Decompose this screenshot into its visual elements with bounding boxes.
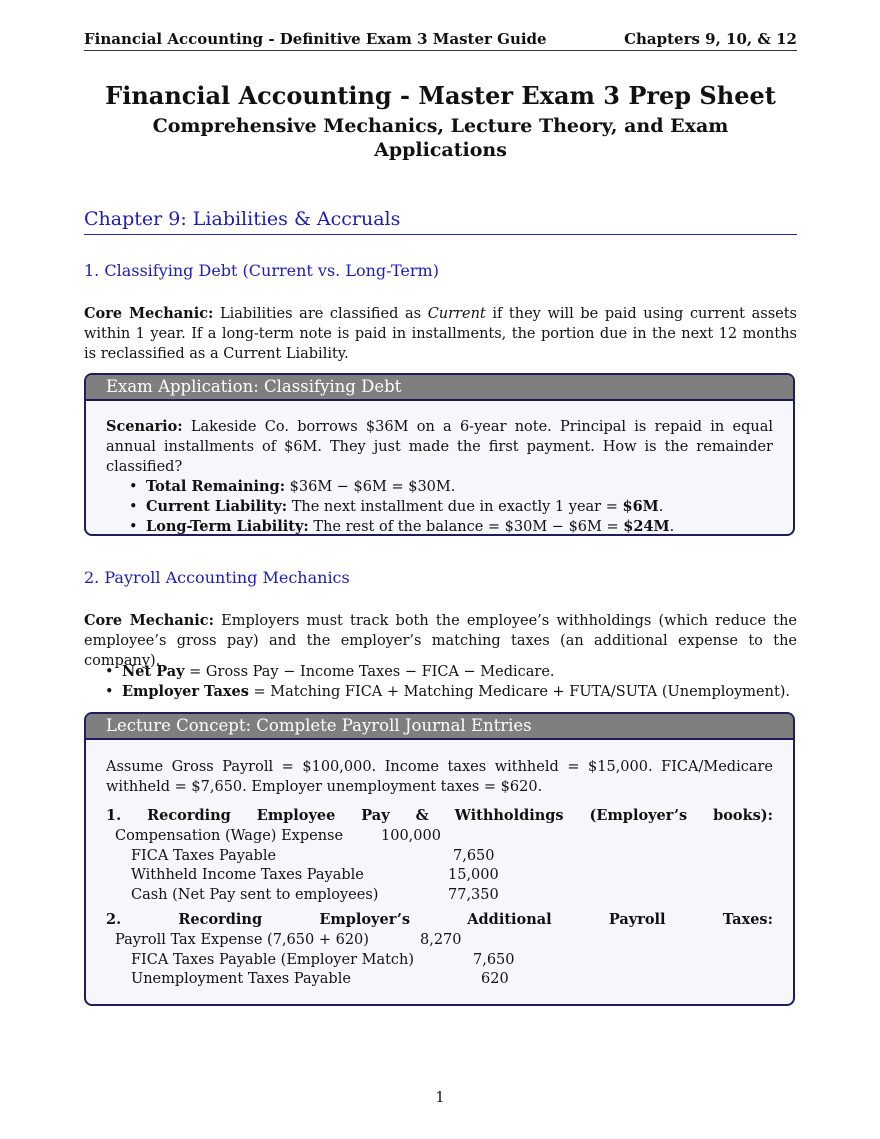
journal-entry-1 (106, 826, 773, 904)
heading-word: Pay (361, 807, 390, 824)
box-title: Lecture Concept: Complete Payroll Journal Entries (86, 714, 793, 740)
bullet-end: . (658, 499, 664, 515)
credit-amount: 7,650 (453, 847, 495, 864)
running-header (84, 31, 797, 51)
bullet-label: Long-Term Liability: (146, 518, 309, 535)
classification-list (106, 477, 773, 536)
list-item (122, 682, 797, 702)
journal-line (106, 826, 773, 846)
lecture-concept-box (84, 712, 795, 1006)
payroll-formula-list (84, 662, 797, 702)
journal-entry-2 (106, 930, 773, 989)
bullet-text: The next installment due in exactly 1 year = (287, 499, 623, 515)
entry1-heading (106, 806, 773, 826)
list-item (146, 497, 773, 517)
bullet-label: Current Liability: (146, 498, 288, 515)
heading-word: Taxes: (722, 911, 773, 928)
account-name: Unemployment Taxes Payable (131, 971, 351, 987)
bullet-end: . (669, 519, 675, 535)
section1-core-mechanic (84, 304, 797, 364)
heading-word: Employer’s (319, 911, 411, 928)
bullet-label: Employer Taxes (122, 683, 249, 700)
credit-amount: 7,650 (473, 951, 515, 968)
journal-line (106, 865, 773, 885)
account-name: Withheld Income Taxes Payable (131, 867, 364, 883)
bullet-answer: $24M (623, 518, 670, 535)
journal-line (106, 950, 773, 970)
header-right: Chapters 9, 10, & 12 (624, 30, 797, 48)
exam-application-box (84, 373, 795, 536)
bullet-text: = Matching FICA + Matching Medicare + FUTA/SUTA (Unemployment). (248, 684, 791, 700)
heading-word: (Employer’s (589, 807, 688, 824)
core-text: Employers must track both the employee’s withholdings (which reduce the employee’s gross pay) and the employer’s matching taxes (an additional expense to the company). (84, 613, 797, 669)
account-name: FICA Taxes Payable (131, 847, 277, 864)
account-name: Cash (Net Pay sent to employees) (131, 886, 379, 903)
entry2-heading (106, 910, 773, 930)
scenario-body: Lakeside Co. borrows $36M on a 6-year note. Principal is repaid in equal annual installments of $6M. They just made the first payment. How is the remainder classified? (106, 419, 773, 475)
heading-word: Employee (256, 807, 336, 824)
credit-amount: 620 (481, 971, 509, 987)
heading-word: & (415, 807, 429, 824)
core-text-part1: Liabilities are classified as (213, 306, 428, 322)
core-emphasis: Current (427, 306, 486, 322)
list-item (146, 517, 773, 536)
header-left: Financial Accounting - Definitive Exam 3 Master Guide (84, 30, 547, 48)
account-name: Compensation (Wage) Expense (115, 828, 344, 844)
box-title: Exam Application: Classifying Debt (86, 375, 793, 401)
heading-word: Recording (178, 911, 263, 928)
section-heading-payroll: 2. Payroll Accounting Mechanics (84, 568, 350, 587)
heading-word: Additional (467, 911, 552, 928)
core-text-part2: if they will be paid using current assets within 1 year. If a long-term note is paid in installments, the portion due in the next 12 months is reclassified as a Current Liability. (84, 306, 797, 362)
account-name: Payroll Tax Expense (7,650 + 620) (115, 932, 369, 948)
scenario-text (106, 417, 773, 477)
heading-word: Withholdings (454, 807, 564, 824)
bullet-label: Net Pay (122, 663, 185, 680)
list-item (122, 662, 797, 682)
chapter-heading: Chapter 9: Liabilities & Accruals (84, 206, 797, 235)
page-number: 1 (435, 1090, 445, 1106)
credit-amount: 15,000 (448, 867, 499, 883)
heading-word: books): (713, 807, 773, 824)
heading-word: 1. (106, 807, 122, 824)
heading-word: 2. (106, 911, 122, 928)
heading-word: Payroll (608, 911, 666, 928)
core-mechanic-label: Core Mechanic: (84, 305, 214, 322)
payroll-assumptions: Assume Gross Payroll = $100,000. Income taxes withheld = $15,000. FICA/Medicare withheld = $7,650. Employer unemployment taxes = $620. (106, 759, 773, 795)
journal-line (106, 930, 773, 950)
document-title: Financial Accounting - Master Exam 3 Prep Sheet (105, 81, 776, 110)
box-body (86, 740, 793, 989)
journal-line (106, 885, 773, 905)
heading-word: Recording (147, 807, 231, 824)
bullet-answer: $6M (622, 498, 659, 515)
scenario-label: Scenario: (106, 418, 183, 435)
bullet-text: The rest of the balance = $30M − $6M = (308, 519, 624, 535)
debit-amount: 8,270 (420, 932, 462, 948)
bullet-text: = Gross Pay − Income Taxes − FICA − Medicare. (184, 664, 555, 680)
box-body (86, 401, 793, 536)
document-subtitle: Comprehensive Mechanics, Lecture Theory, and Exam Applications (152, 115, 729, 161)
bullet-text: $36M − $6M = $30M. (285, 479, 456, 495)
account-name: FICA Taxes Payable (Employer Match) (131, 951, 415, 968)
bullet-label: Total Remaining: (146, 478, 286, 495)
list-item (146, 477, 773, 497)
core-mechanic-label: Core Mechanic: (84, 612, 214, 629)
journal-line (106, 846, 773, 866)
section-heading-classifying-debt: 1. Classifying Debt (Current vs. Long-Term) (84, 261, 439, 280)
debit-amount: 100,000 (381, 828, 441, 844)
credit-amount: 77,350 (448, 886, 499, 903)
journal-line (106, 969, 773, 989)
